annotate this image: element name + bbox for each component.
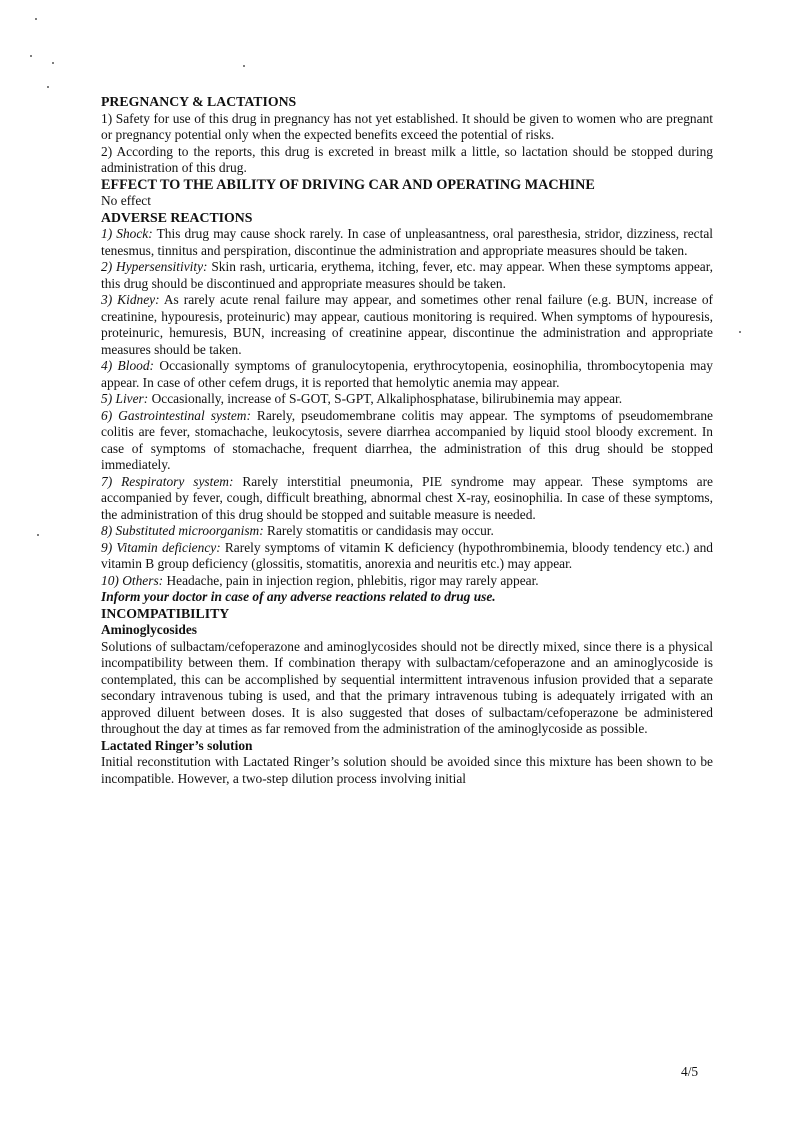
adverse-item-label: 5) Liver: bbox=[101, 391, 149, 406]
document-page bbox=[101, 94, 713, 787]
adverse-item-label: 2) Hypersensitivity: bbox=[101, 259, 208, 274]
adverse-item bbox=[101, 474, 713, 524]
adverse-item-text: Occasionally, increase of S-GOT, S-GPT, Alkaliphosphatase, bilirubinemia may appear. bbox=[148, 391, 623, 406]
adverse-item-text: This drug may cause shock rarely. In case of unpleasantness, oral paresthesia, stridor, dizziness, rectal tenesmus, tinnitus and perspiration, discontinue the administration and appropriate measures should be taken. bbox=[101, 226, 713, 258]
adverse-item-text: Rarely, pseudomembrane colitis may appear. The symptoms of pseudomembrane colitis are fever, stomachache, leukocytosis, severe diarrhea accompanied by liquid stool bloody excrement. In case of symptoms of stomachache, frequent diarrhea, the administration of this drug should be stopped immediately. bbox=[101, 407, 713, 472]
adverse-item bbox=[101, 226, 713, 259]
lactated-ringer-subheading: Lactated Ringer’s solution bbox=[101, 737, 253, 753]
adverse-item-text: Headache, pain in injection region, phlebitis, rigor may rarely appear. bbox=[163, 572, 539, 588]
adverse-item-text: As rarely acute renal failure may appear, and sometimes other renal failure (e.g. BUN, increase of creatinine, hypouresis, proteinuric) may appear, cautious monitoring is required. When symptoms of hypouresis, proteinuric, hemuresis, BUN, increasing of creatinine appear, discontinue the administration and appropriate measures should be taken. bbox=[101, 292, 713, 357]
page-number: 4/5 bbox=[681, 1064, 699, 1079]
adverse-item bbox=[101, 408, 713, 474]
pregnancy-heading: PREGNANCY & LACTATIONS bbox=[101, 94, 297, 109]
driving-text: No effect bbox=[101, 193, 151, 208]
pregnancy-para-1: 1) Safety for use of this drug in pregnancy has not yet established. It should be given to women who are pregnant or pregnancy potential only when the expected benefits exceed the potential of risks. bbox=[101, 110, 713, 142]
adverse-item-label: 10) Others: bbox=[101, 572, 164, 588]
adverse-warning: Inform your doctor in case of any adverse reactions related to drug use. bbox=[101, 589, 496, 604]
aminoglycosides-para: Solutions of sulbactam/cefoperazone and aminoglycosides should not be directly mixed, since there is a physical incompatibility between them. If combination therapy with sulbactam/cefoperazone and an aminoglycoside is contemplated, this can be accomplished by sequential intermittent intravenous infusion provided that a separate secondary intravenous tubing is used, and that the primary intravenous tubing is adequately irrigated with an approved diluent between doses. It is also suggested that doses of sulbactam/cefoperazone be administered throughout the day at times as far removed from the administration of the aminoglycoside as possible. bbox=[101, 638, 713, 736]
adverse-item bbox=[101, 391, 713, 408]
lactated-ringer-para: Initial reconstitution with Lactated Ringer’s solution should be avoided since this mixture has been shown to be incompatible. However, a two-step dilution process involving initial bbox=[101, 754, 713, 786]
adverse-item-label: 1) Shock: bbox=[101, 226, 153, 241]
adverse-item-label: 6) Gastrointestinal system: bbox=[101, 407, 251, 423]
adverse-item bbox=[101, 573, 713, 590]
pregnancy-para-2: 2) According to the reports, this drug is excreted in breast milk a little, so lactation should be stopped during administration of this drug. bbox=[101, 143, 713, 175]
adverse-item bbox=[101, 540, 713, 573]
adverse-item-label: 4) Blood: bbox=[101, 358, 155, 373]
adverse-item-text: Rarely symptoms of vitamin K deficiency (hypothrombinemia, bloody tendency etc.) and vitamin B group deficiency (glossitis, stomatitis, anorexia and neuritis etc.) may appear. bbox=[101, 539, 713, 571]
adverse-item-label: 9) Vitamin deficiency: bbox=[101, 539, 221, 555]
scan-speck bbox=[47, 86, 49, 88]
adverse-item-text: Rarely interstitial pneumonia, PIE syndrome may appear. These symptoms are accompanied by fever, cough, difficult breathing, abnormal chest X-ray, eosinophilia. In case of these symptoms, the administration of this drug should be stopped and suitable measure is needed. bbox=[101, 473, 713, 522]
scan-speck bbox=[243, 65, 245, 67]
incompatibility-heading: INCOMPATIBILITY bbox=[101, 605, 230, 621]
adverse-item-label: 3) Kidney: bbox=[101, 292, 160, 307]
scan-speck bbox=[35, 18, 37, 20]
adverse-item-label: 8) Substituted microorganism: bbox=[101, 523, 264, 538]
scan-speck bbox=[30, 55, 32, 57]
adverse-item bbox=[101, 292, 713, 358]
scan-speck bbox=[52, 62, 54, 64]
aminoglycosides-subheading: Aminoglycosides bbox=[101, 622, 197, 637]
adverse-heading: ADVERSE REACTIONS bbox=[101, 209, 253, 225]
adverse-item-text: Skin rash, urticaria, erythema, itching, fever, etc. may appear. When these symptoms appear, this drug should be discontinued and appropriate measures should be taken. bbox=[101, 259, 713, 291]
adverse-item bbox=[101, 259, 713, 292]
adverse-item-text: Occasionally symptoms of granulocytopenia, erythrocytopenia, eosinophilia, thrombocytopenia may appear. In case of other cefem drugs, it is reported that hemolytic anemia may appear. bbox=[101, 358, 714, 390]
scan-speck bbox=[37, 534, 39, 536]
adverse-item bbox=[101, 523, 713, 540]
adverse-item bbox=[101, 358, 713, 391]
scan-speck bbox=[739, 331, 741, 333]
adverse-item-label: 7) Respiratory system: bbox=[101, 473, 234, 489]
driving-heading: EFFECT TO THE ABILITY OF DRIVING CAR AND OPERATING MACHINE bbox=[101, 176, 595, 193]
adverse-item-text: Rarely stomatitis or candidasis may occur. bbox=[263, 523, 494, 538]
